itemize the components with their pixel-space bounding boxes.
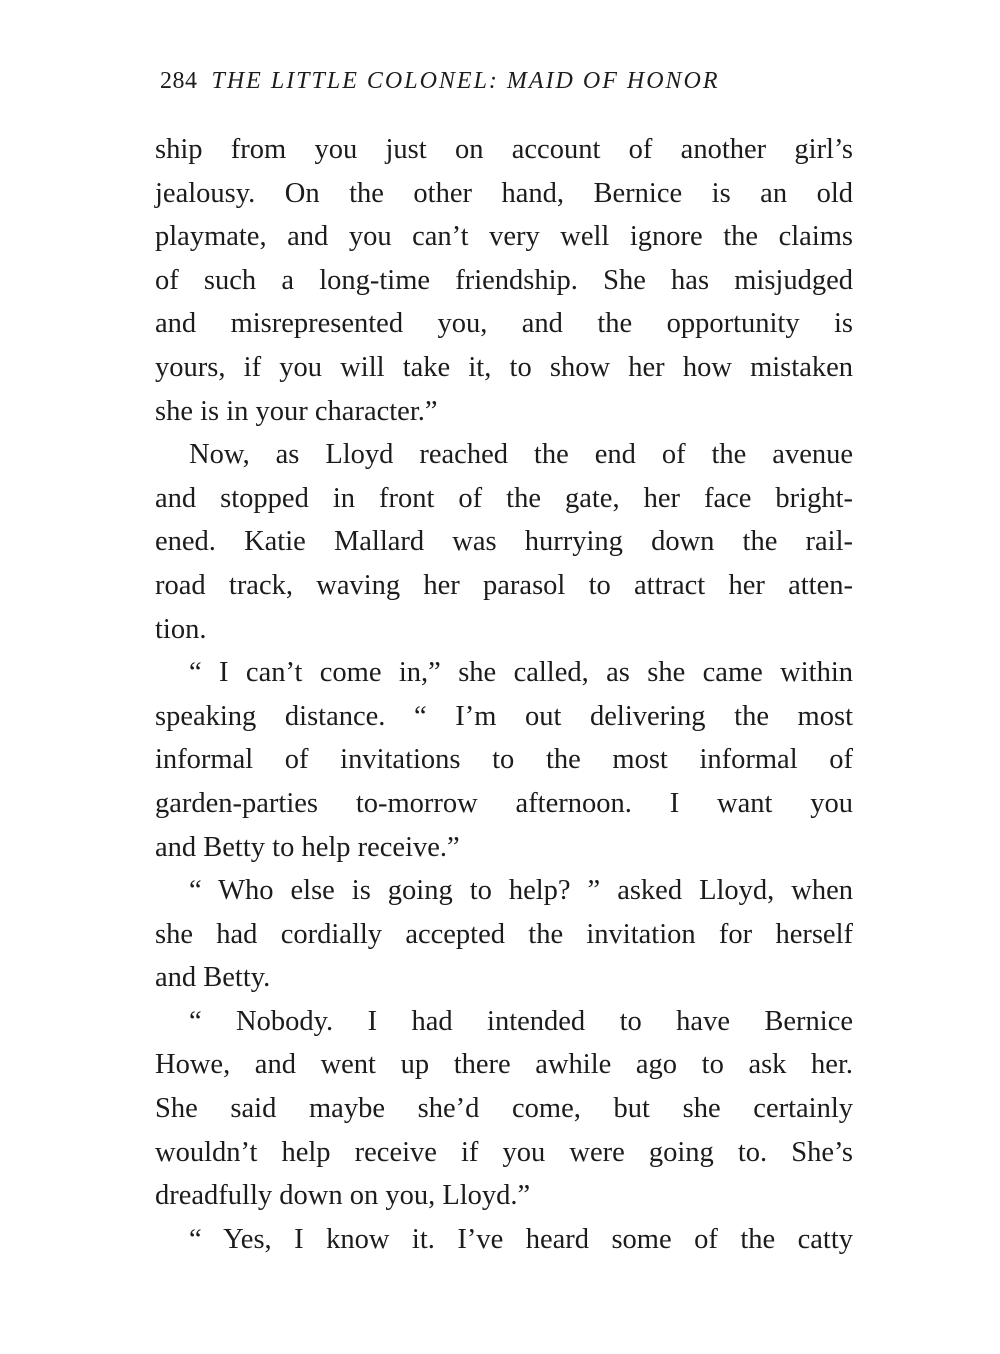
text-line: ship from you just on account of another girl’s: [155, 134, 853, 165]
text-line: Now, as Lloyd reached the end of the avenue: [189, 439, 853, 471]
text-line: speaking distance. “ I’m out delivering the most: [155, 700, 853, 732]
text-line: “ Nobody. I had intended to have Bernice: [189, 1005, 853, 1037]
text-line: “ Yes, I know it. I’ve heard some of the catty: [189, 1223, 853, 1255]
text-line: Howe, and went up there awhile ago to ask her.: [155, 1049, 853, 1081]
text-line: garden-parties to-morrow afternoon. I want you: [155, 787, 853, 819]
text-line: wouldn’t help receive if you were going to. She’s: [155, 1136, 853, 1168]
text-line: she is in your character.”: [155, 395, 438, 427]
text-line: “ Who else is going to help? ” asked Lloyd, when: [189, 875, 853, 907]
text-line: and Betty.: [155, 962, 271, 994]
text-line: “ I can’t come in,” she called, as she came within: [189, 657, 853, 689]
text-line: tion.: [155, 613, 207, 645]
text-line: and misrepresented you, and the opportunity is: [155, 308, 853, 340]
text-line: She said maybe she’d come, but she certainly: [155, 1093, 853, 1125]
text-line: informal of invitations to the most informal of: [155, 744, 853, 776]
text-line: dreadfully down on you, Lloyd.”: [155, 1180, 531, 1212]
text-line: of such a long-time friendship. She has misjudged: [155, 264, 853, 296]
running-title: THE LITTLE COLONEL: MAID OF HONOR: [211, 68, 720, 94]
text-line: jealousy. On the other hand, Bernice is an old: [155, 177, 853, 209]
text-line: she had cordially accepted the invitation for herself: [155, 918, 853, 950]
text-line: road track, waving her parasol to attract her atten-: [155, 569, 853, 601]
text-line: and stopped in front of the gate, her face bright-: [155, 482, 853, 514]
text-line: yours, if you will take it, to show her how mistaken: [155, 351, 853, 383]
page-body: [155, 128, 853, 1261]
running-header: [160, 68, 860, 108]
page-number: 284: [160, 68, 198, 94]
text-line: and Betty to help receive.”: [155, 831, 460, 863]
text-line: playmate, and you can’t very well ignore the claims: [155, 221, 853, 253]
text-line: ened. Katie Mallard was hurrying down the rail-: [155, 526, 853, 558]
